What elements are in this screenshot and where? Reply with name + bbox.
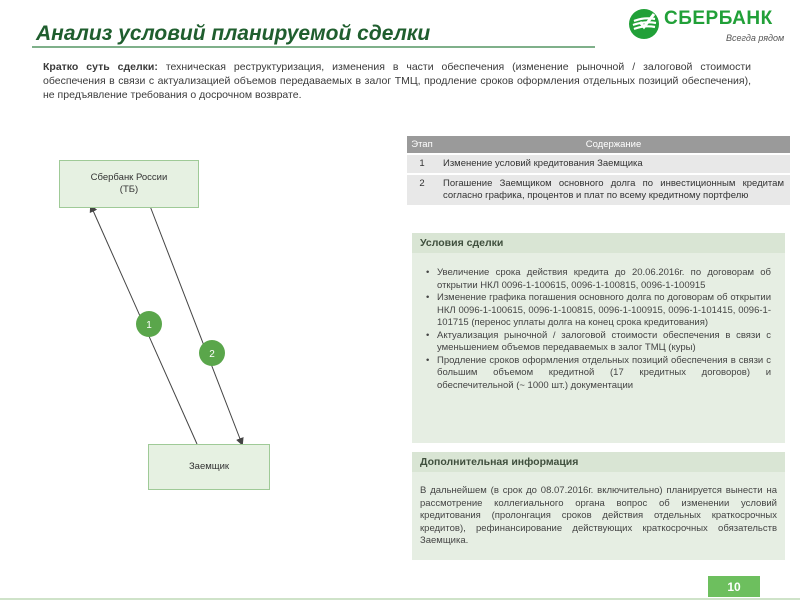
sberbank-logo [628,6,790,48]
summary-lead: Кратко суть сделки: [43,61,158,73]
logo-text: СБЕРБАНК [664,8,773,29]
conditions-list [426,267,771,392]
stage-number: 1 [407,155,437,173]
step-2-label: 2 [209,349,215,360]
additional-info-panel [412,452,785,560]
bank-box [59,160,199,208]
header-content: Содержание [437,136,790,153]
sberbank-logo-icon [628,8,660,40]
additional-info-title: Дополнительная информация [412,452,785,472]
page-title: Анализ условий планируемой сделки [36,22,431,45]
table-header-row [407,136,790,153]
step-1-label: 1 [146,320,152,331]
deal-conditions-panel [412,233,785,443]
stage-number: 2 [407,175,437,205]
stage-content: Изменение условий кредитования Заемщика [437,155,790,173]
header-stage: Этап [407,136,437,153]
list-item: • Продление сроков оформления отдельных позиций обеспечения в связи с большим объемом кредитной (17 кредитных договоров) и обеспечительной (~ 1000 шт.) документации [426,355,771,393]
bank-label: Сбербанк России (ТБ) [90,172,168,195]
stage-content: Погашение Заемщиком основного долга по инвестиционным кредитам согласно графика, процентов и плат по всему кредитному портфелю [437,175,790,205]
list-item: • Актуализация рыночной / залоговой стоимости обеспечения в связи с уменьшением объемов передаваемых в залог ТМЦ (куры) [426,330,771,355]
table-row [407,155,790,173]
logo-slogan: Всегда рядом [726,33,785,43]
summary-text: техническая реструктуризация, изменения в части обеспечения (изменение рыночной / залоговой стоимости обеспечения в связи с актуализацией объемов передаваемых в залог ТМЦ, продление сроков оформления отдельных позиций обеспечения), не предъявление требования о досрочном возврате. [43,61,751,101]
additional-info-text: В дальнейшем (в срок до 08.07.2016г. включительно) планируется вынести на рассмотрение коллегиального органа вопрос об изменении условий кредитования (пролонгация сроков действия отдельных краткосрочных кредитов), рефинансирование действующих краткосрочных обязательств Заемщика. [420,485,777,546]
conditions-title: Условия сделки [412,233,785,253]
table-row [407,175,790,205]
list-item: • Увеличение срока действия кредита до 20.06.2016г. по договорам об открытии НКЛ 0096-1-100615, 0096-1-100815, 0096-1-100915 [426,267,771,292]
flow-arrow-to-borrower [150,206,242,444]
list-item: • Изменение графика погашения основного долга по договорам об открытии НКЛ 0096-1-100615, 0096-1-100815, 0096-1-100915, 0096-1-101415, 0096-1-101715 (перенос уплаты долга на конец срока кредитования) [426,292,771,330]
borrower-label: Заемщик [188,461,230,472]
borrower-box [148,444,270,490]
page-number: 10 [708,576,760,597]
stages-table [407,134,790,207]
